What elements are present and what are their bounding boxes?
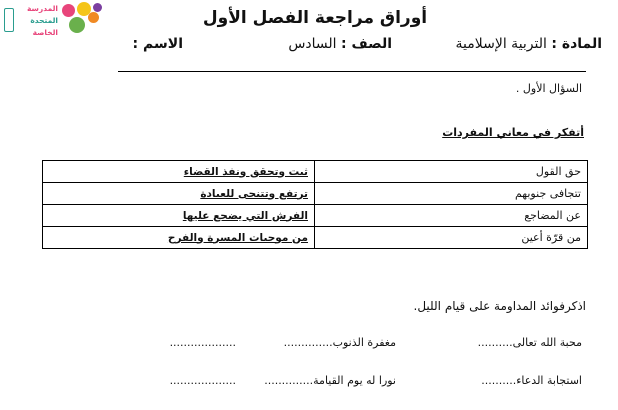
school-logo bbox=[0, 0, 118, 42]
benefit-item: استجابة الدعاء.......... bbox=[481, 374, 582, 387]
vocab-word: عن المضاجع bbox=[315, 205, 588, 227]
benefit-blank: ................... bbox=[169, 374, 236, 387]
table-row bbox=[43, 227, 588, 249]
class-field bbox=[288, 36, 392, 52]
section-title: أتفكر في معاني المفردات bbox=[442, 126, 584, 139]
logo-circle-green bbox=[69, 17, 85, 33]
subject-label: المادة : bbox=[551, 36, 602, 52]
vocab-word: حق القول bbox=[315, 161, 588, 183]
vocab-meaning: الفرش التي يضجع عليها bbox=[43, 205, 315, 227]
table-row bbox=[43, 161, 588, 183]
vocab-word: من قرّة أعين bbox=[315, 227, 588, 249]
benefit-blank: ................... bbox=[169, 336, 236, 349]
subject-value: التربية الإسلامية bbox=[455, 36, 547, 52]
class-value: السادس bbox=[288, 36, 337, 52]
class-label: الصف : bbox=[341, 36, 392, 52]
vocab-meaning: من موجبات المسرة والفرح bbox=[43, 227, 315, 249]
table-row bbox=[43, 183, 588, 205]
benefits-prompt: اذكرفوائد المداومة على قيام الليل. bbox=[413, 299, 586, 313]
logo-book-icon bbox=[4, 8, 14, 32]
logo-circle-orange bbox=[88, 12, 99, 23]
vocab-word: تتجافى جنوبهم bbox=[315, 183, 588, 205]
name-label: الاسم : bbox=[132, 36, 183, 52]
table-row bbox=[43, 205, 588, 227]
question-1-label: السؤال الأول . bbox=[515, 82, 582, 95]
benefit-item: نورا له يوم القيامة.............. bbox=[264, 374, 396, 387]
benefit-item: محبة الله تعالى.......... bbox=[477, 336, 582, 349]
logo-circle-pink bbox=[62, 4, 75, 17]
subject-field bbox=[456, 36, 602, 52]
vocabulary-table bbox=[42, 160, 588, 249]
logo-line-1: المدرسة bbox=[27, 4, 58, 13]
header-divider bbox=[118, 71, 586, 72]
page-title: أوراق مراجعة الفصل الأول bbox=[202, 8, 428, 28]
logo-line-2: المتحدة bbox=[30, 16, 58, 25]
vocab-meaning: ثبت وتحقق ونفذ القضاء bbox=[43, 161, 315, 183]
benefit-item: مغفرة الذنوب.............. bbox=[283, 336, 396, 349]
logo-line-3: الخاصة bbox=[32, 28, 58, 37]
vocab-meaning: ترتفع وتتنحى للعبادة bbox=[43, 183, 315, 205]
logo-circle-purple bbox=[93, 3, 102, 12]
name-field bbox=[133, 36, 183, 52]
